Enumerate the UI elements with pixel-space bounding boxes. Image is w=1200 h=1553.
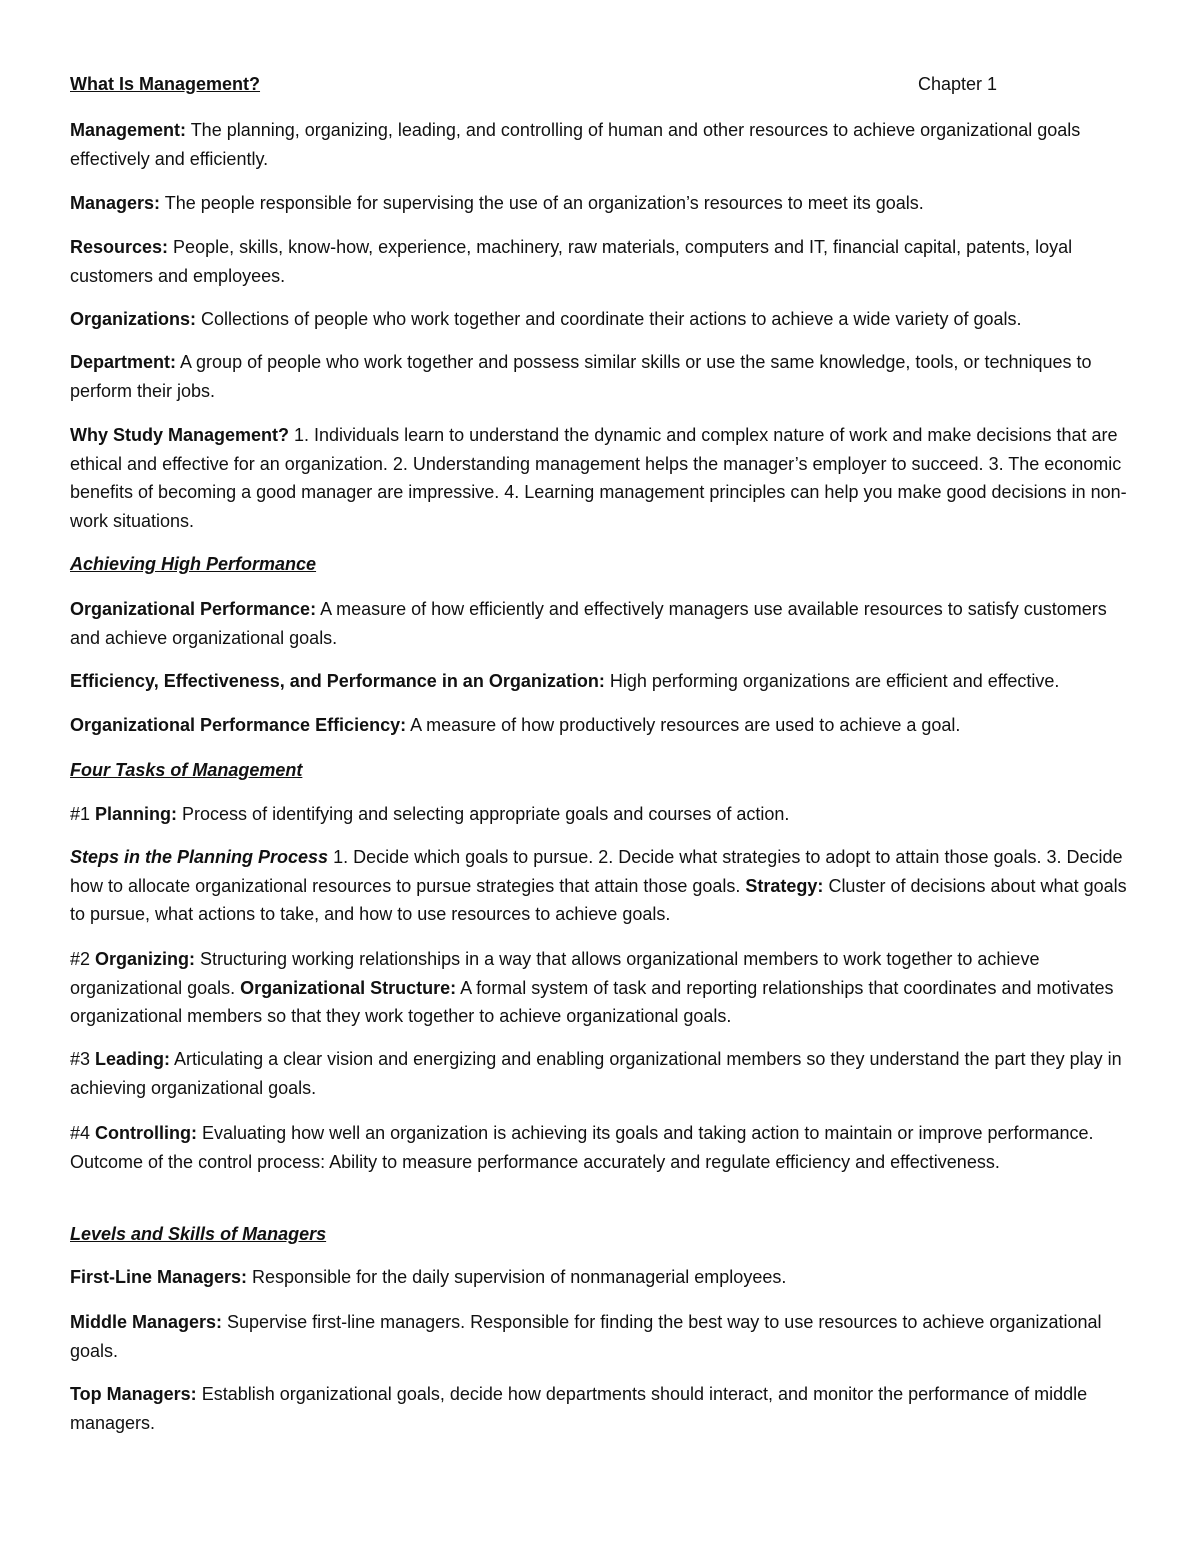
- section-heading: Levels and Skills of Managers: [70, 1224, 327, 1244]
- task-number: #3: [70, 1049, 96, 1069]
- term-label-strategy: Strategy:: [745, 875, 824, 896]
- definition-text: A measure of how productively resources are used to achieve a goal.: [406, 715, 961, 735]
- definition-org-performance-efficiency: [70, 711, 1135, 740]
- definition-resources: [70, 233, 1135, 290]
- task-number: #2: [70, 949, 96, 969]
- term-label: Controlling:: [95, 1123, 198, 1143]
- task-organizing: [70, 945, 1135, 1031]
- definition-text: 1. Decide which goals to pursue. 2. Decide what strategies to adopt to attain those goals. 3. Decide how to allocate organizational resources to pursue strategies that attain those goals.: [70, 847, 1123, 896]
- definition-text: 1. Individuals learn to understand the dynamic and complex nature of work and make decisions that are ethical and effective for an organization. 2. Understanding management helps the manager’s employer to succeed. 3. The economic benefits of becoming a good manager are impressive. 4. Learning management principles can help you make good decisions in non-work situations.: [70, 425, 1127, 531]
- term-label: Organizational Performance Efficiency:: [70, 715, 407, 735]
- term-label: Top Managers:: [70, 1384, 197, 1404]
- definition-text: Articulating a clear vision and energizing and enabling organizational members so they understand the part they play in achieving organizational goals.: [70, 1049, 1122, 1098]
- task-number: #4: [70, 1123, 96, 1143]
- definition-top-managers: [70, 1380, 1135, 1437]
- definition-text: Responsible for the daily supervision of nonmanagerial employees.: [247, 1267, 787, 1287]
- task-planning: [70, 800, 1135, 829]
- term-label: Managers:: [70, 193, 161, 213]
- definition-org-performance: [70, 595, 1135, 652]
- term-label: Efficiency, Effectiveness, and Performance in an Organization:: [70, 671, 605, 691]
- definition-text: Process of identifying and selecting appropriate goals and courses of action.: [177, 804, 790, 824]
- title-row: [70, 74, 1130, 100]
- definition-text: Supervise first-line managers. Responsible for finding the best way to use resources to achieve organizational goals.: [70, 1312, 1102, 1361]
- definition-text: People, skills, know-how, experience, machinery, raw materials, computers and IT, financial capital, patents, loyal customers and employees.: [70, 237, 1073, 286]
- definition-text: A measure of how efficiently and effectively managers use available resources to satisfy customers and achieve organizational goals.: [70, 599, 1107, 648]
- definition-middle-managers: [70, 1308, 1135, 1365]
- section-heading: Four Tasks of Management: [70, 760, 303, 780]
- term-label: Steps in the Planning Process: [70, 847, 329, 867]
- chapter-label: Chapter 1: [918, 74, 998, 94]
- definition-efficiency-effectiveness: [70, 667, 1135, 696]
- term-label: Department:: [70, 352, 177, 372]
- definition-text: High performing organizations are efficient and effective.: [604, 671, 1060, 691]
- term-label: Why Study Management?: [70, 425, 290, 445]
- task-number: #1: [70, 804, 96, 824]
- definition-text: Establish organizational goals, decide how departments should interact, and monitor the performance of middle managers.: [70, 1384, 1088, 1433]
- term-label: Middle Managers:: [70, 1312, 223, 1332]
- definition-text: The planning, organizing, leading, and controlling of human and other resources to achieve organizational goals effectively and efficiently.: [70, 120, 1081, 169]
- definition-organizations: [70, 305, 1135, 334]
- section-heading-levels: [70, 1220, 1135, 1249]
- why-study-management: [70, 421, 1135, 535]
- term-label: Resources:: [70, 237, 169, 257]
- term-label: Organizing:: [95, 949, 196, 969]
- term-label: First-Line Managers:: [70, 1267, 248, 1287]
- section-heading-high-performance: [70, 550, 1135, 579]
- term-label: Management:: [70, 120, 187, 140]
- document-title: What Is Management?: [70, 74, 261, 94]
- definition-management: [70, 116, 1135, 173]
- term-label: Organizations:: [70, 309, 197, 329]
- definition-text: A group of people who work together and possess similar skills or use the same knowledge, tools, or techniques to perform their jobs.: [70, 352, 1092, 401]
- term-label: Leading:: [95, 1049, 171, 1069]
- definition-department: [70, 348, 1135, 405]
- definition-text: Evaluating how well an organization is achieving its goals and taking action to maintain or improve performance. Outcome of the control process: Ability to measure performance accurately and regulate efficiency and effectiveness.: [70, 1123, 1094, 1172]
- definition-text: Structuring working relationships in a way that allows organizational members to work together to achieve organizational goals.: [70, 949, 1040, 998]
- definition-text-structure: A formal system of task and reporting relationships that coordinates and motivates organizational members so that they work together to achieve organizational goals.: [70, 977, 1114, 1026]
- definition-text: The people responsible for supervising the use of an organization’s resources to meet its goals.: [160, 193, 924, 213]
- definition-managers: [70, 189, 1135, 218]
- task-leading: [70, 1045, 1135, 1102]
- definition-text-strategy: Cluster of decisions about what goals to pursue, what actions to take, and how to use resources to achieve goals.: [70, 875, 1127, 924]
- section-heading-four-tasks: [70, 756, 1135, 785]
- task-controlling: [70, 1119, 1135, 1176]
- section-heading: Achieving High Performance: [70, 554, 317, 574]
- definition-text: Collections of people who work together and coordinate their actions to achieve a wide variety of goals.: [196, 309, 1022, 329]
- term-label-structure: Organizational Structure:: [240, 977, 457, 998]
- term-label: Planning:: [95, 804, 178, 824]
- term-label: Organizational Performance:: [70, 599, 317, 619]
- definition-first-line-managers: [70, 1263, 1135, 1292]
- planning-steps: [70, 843, 1135, 929]
